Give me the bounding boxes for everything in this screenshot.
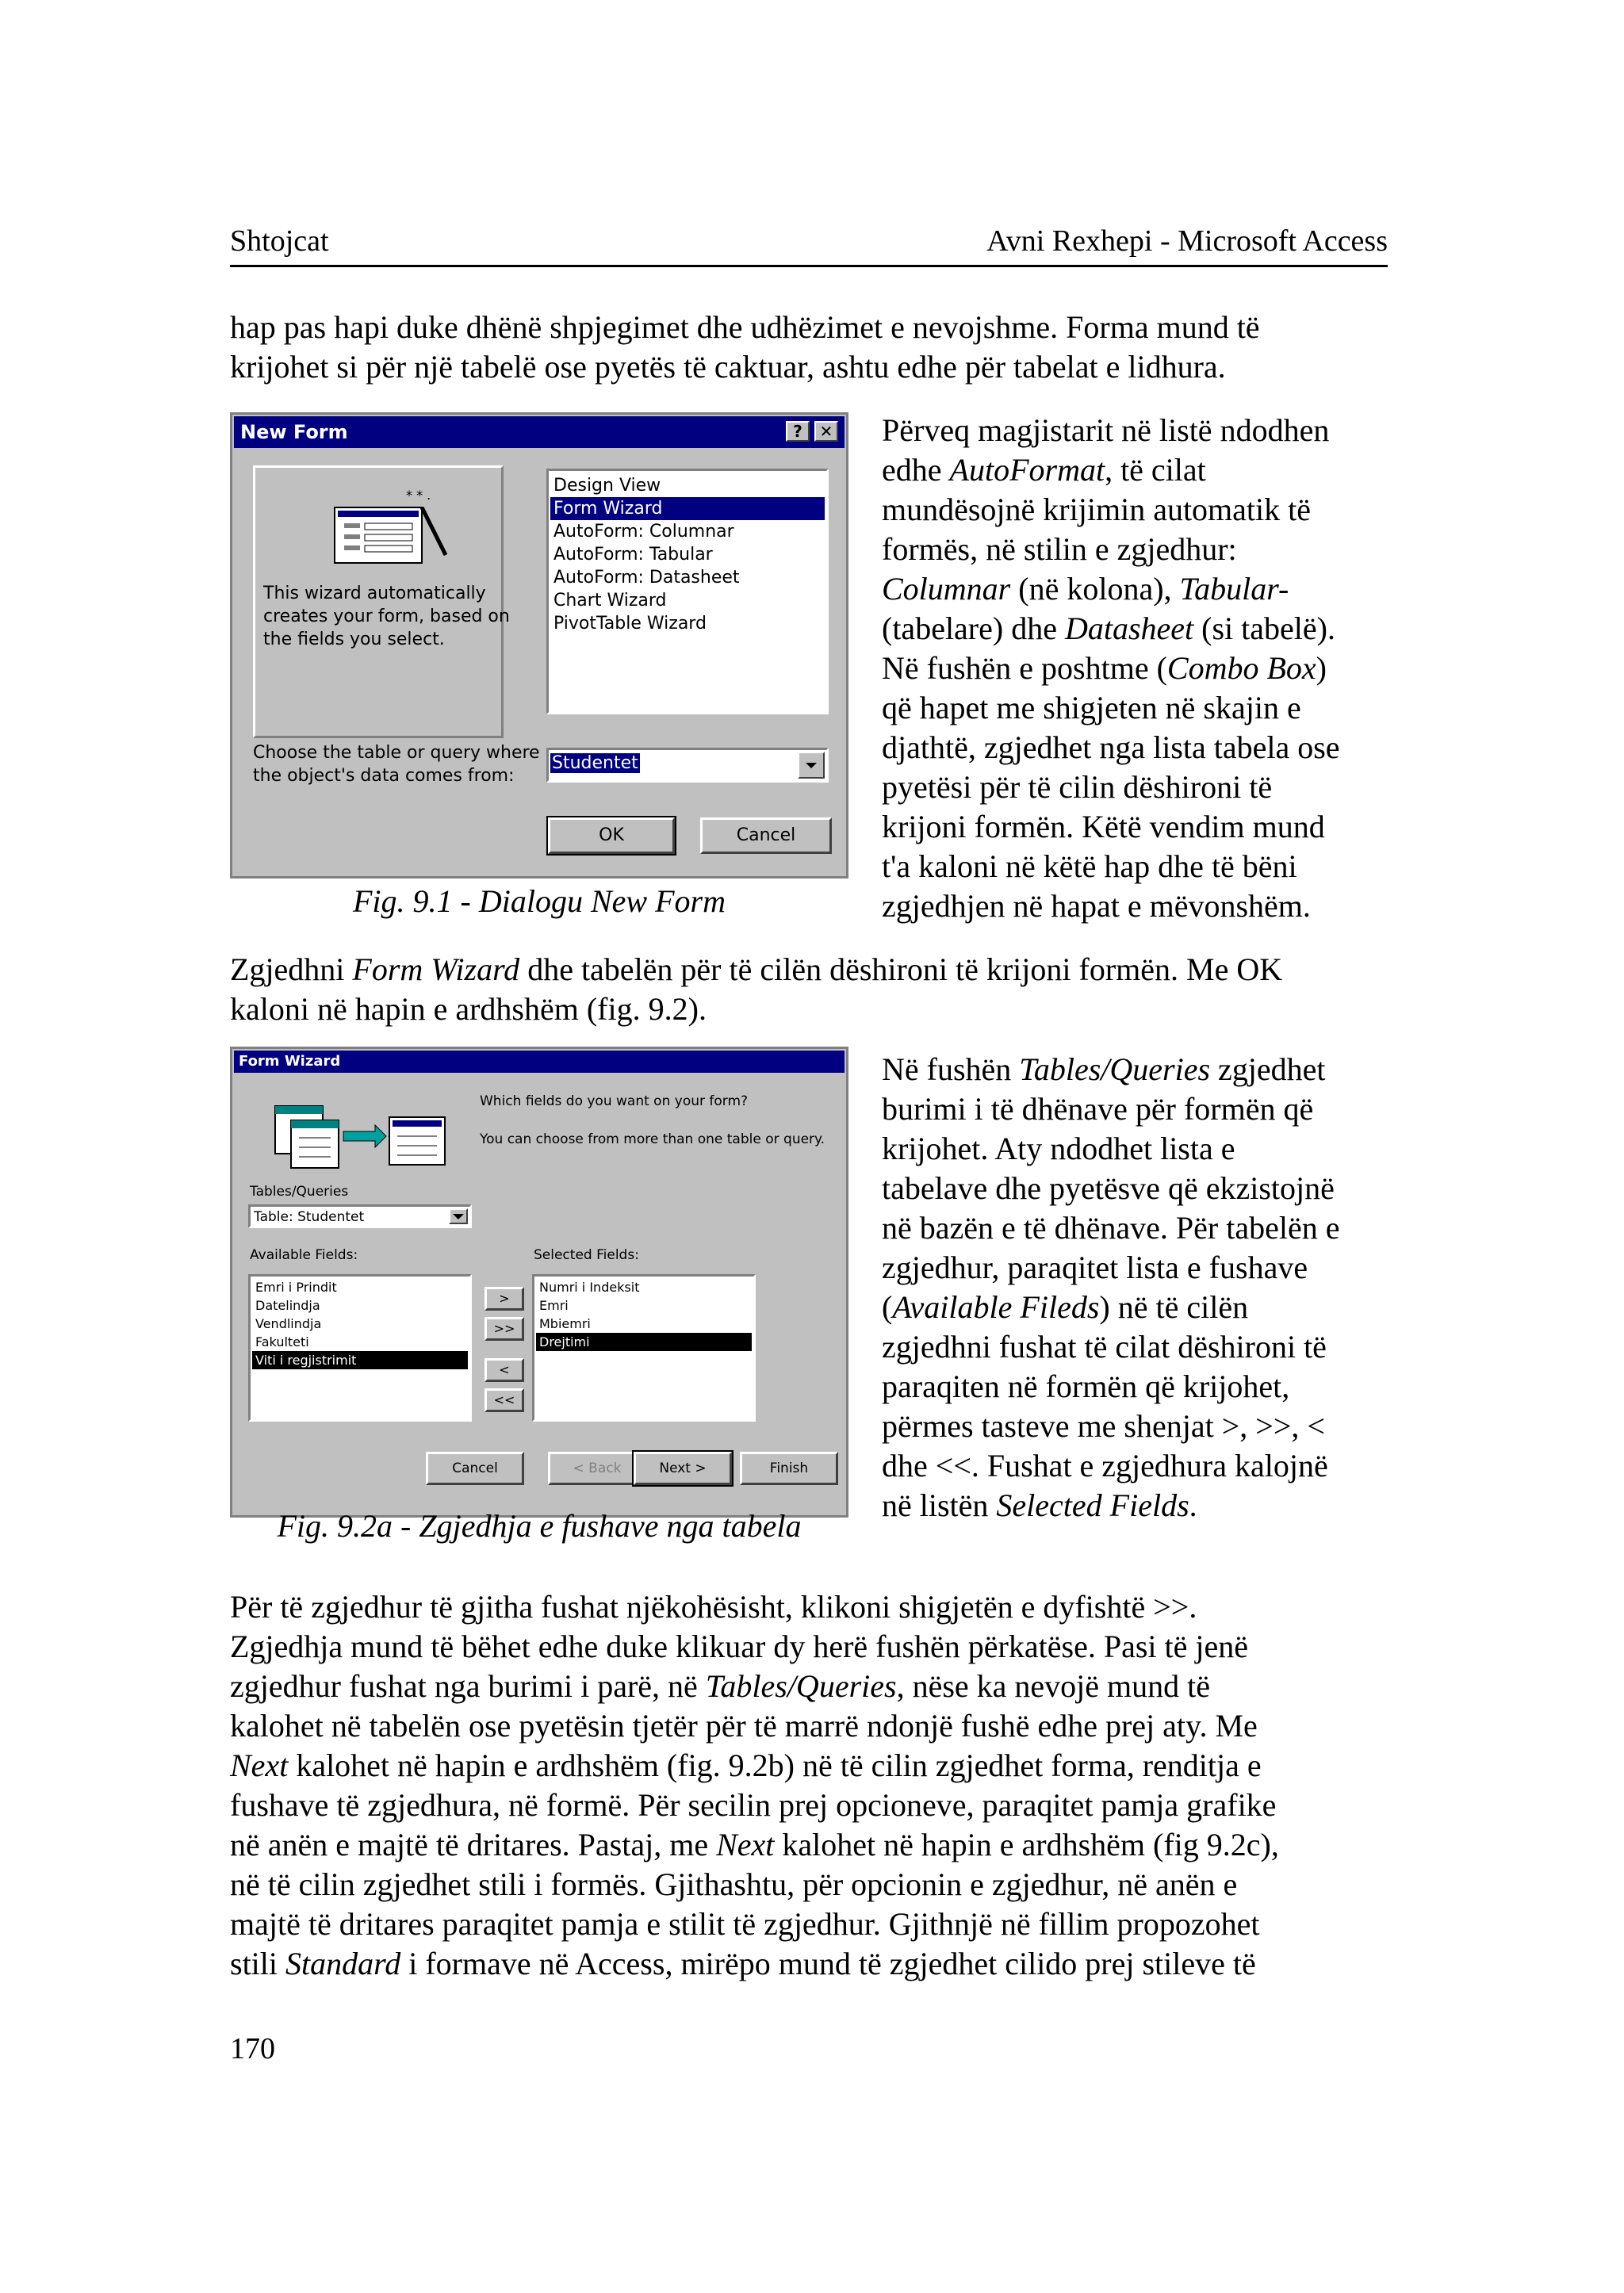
remove-all-fields-button[interactable]: << <box>485 1388 524 1412</box>
text-line: Zgjedhja mund të bëhet edhe duke klikuar dy herë fushën përkatëse. Pasi të jenë <box>230 1629 1248 1664</box>
cancel-button[interactable]: Cancel <box>426 1452 524 1485</box>
text-line: (Available Fileds) në të cilën <box>882 1289 1249 1325</box>
text-line: krijohet si për një tabelë ose pyetës të caktuar, ashtu edhe për tabelat e lidhura. <box>230 349 1226 385</box>
text-line: zgjedhur, paraqitet lista e fushave <box>882 1250 1308 1285</box>
new-form-dialog <box>230 412 848 879</box>
help-button[interactable]: ? <box>786 421 810 442</box>
intro-paragraph <box>230 308 1388 387</box>
form-wizard-titlebar <box>234 1051 845 1073</box>
list-item[interactable]: Mbiemri <box>539 1316 591 1331</box>
figure-caption-9-1: Fig. 9.1 - Dialogu New Form <box>353 883 726 919</box>
text-line: zgjedhni fushat të cilat dëshironi të <box>882 1329 1327 1365</box>
chevron-down-icon[interactable] <box>449 1208 468 1224</box>
ok-button[interactable]: OK <box>548 817 675 854</box>
tables-queries-label: Tables/Queries <box>250 1184 349 1200</box>
finish-button[interactable]: Finish <box>740 1452 838 1485</box>
text-line: kalohet në tabelën ose pyetësin tjetër për të marrë ndonjë fushë edhe prej aty. Me <box>230 1708 1258 1744</box>
text-line: Për të zgjedhur të gjitha fushat njëkohësisht, klikoni shigjetën e dyfishtë >>. <box>230 1589 1197 1625</box>
text-line: në listën Selected Fields. <box>882 1487 1197 1523</box>
header-book-title: Avni Rexhepi - Microsoft Access <box>986 224 1388 258</box>
text-line: edhe AutoFormat, të cilat <box>882 452 1206 488</box>
tables-queries-combo[interactable] <box>248 1204 472 1228</box>
list-item-selected[interactable]: Viti i regjistrimit <box>252 1351 468 1369</box>
selected-field-items <box>536 1278 752 1351</box>
wizard-info-panel <box>253 465 510 738</box>
list-item[interactable]: Vendlindja <box>255 1316 322 1331</box>
wizard-wand-icon <box>327 484 454 571</box>
text-line: tabelave dhe pyetësve që ekzistojnë <box>882 1170 1335 1206</box>
new-form-titlebar <box>234 416 845 448</box>
selected-fields-label: Selected Fields: <box>534 1247 639 1263</box>
list-item[interactable]: Emri i Prindit <box>255 1280 337 1295</box>
text-line: t'a kaloni në këtë hap dhe të bëni <box>882 848 1297 884</box>
remove-field-button[interactable]: < <box>485 1358 524 1382</box>
next-button[interactable]: Next > <box>634 1452 732 1485</box>
combo-value: Studentet <box>552 753 638 773</box>
list-item[interactable]: AutoForm: Columnar <box>553 522 734 542</box>
table-fields-icon <box>267 1090 450 1177</box>
page-header <box>230 222 1388 267</box>
text-line: burimi i të dhënave për formën që <box>882 1091 1314 1127</box>
page-number: 170 <box>230 2032 275 2065</box>
add-field-button[interactable]: > <box>485 1287 524 1311</box>
text-line: Columnar (në kolona), Tabular- <box>882 571 1289 607</box>
chevron-down-icon[interactable] <box>798 752 825 779</box>
available-fields-list[interactable] <box>248 1274 472 1422</box>
text-line: që hapet me shigjeten në skajin e <box>882 690 1301 725</box>
wizard-question-2: You can choose from more than one table or query. <box>480 1131 825 1147</box>
text-line: pyetësi për të cilin dëshironi të <box>882 769 1273 805</box>
selected-fields-list[interactable] <box>532 1274 756 1422</box>
back-button[interactable]: < Back <box>548 1452 646 1485</box>
text-line: Zgjedhni Form Wizard dhe tabelën për të cilën dëshironi të krijoni formën. Me OK <box>230 951 1283 987</box>
text-line: zgjedhur fushat nga burimi i parë, në Tables/Queries, nëse ka nevojë mund të <box>230 1668 1211 1704</box>
text-line: hap pas hapi duke dhënë shpjegimet dhe udhëzimet e nevojshme. Forma mund të <box>230 309 1260 345</box>
choose-source-label <box>253 741 540 787</box>
text-line: formës, në stilin e zgjedhur: <box>882 531 1237 567</box>
text-line: stili Standard i formave në Access, mirëpo mund të zgjedhet cilido prej stileve të <box>230 1946 1256 1981</box>
list-item-selected[interactable]: Drejtimi <box>536 1333 752 1351</box>
list-item[interactable]: Fakulteti <box>255 1334 309 1349</box>
list-item-selected[interactable]: Form Wizard <box>550 497 825 520</box>
text-line: zgjedhjen në hapat e mëvonshëm. <box>882 888 1311 924</box>
text-line: Përveq magjistarit në listë ndodhen <box>882 412 1330 448</box>
text-line: dhe <<. Fushat e zgjedhura kalojnë <box>882 1448 1328 1483</box>
text-line: në të cilin zgjedhet stili i formës. Gjithashtu, për opcionin e zgjedhur, në anën e <box>230 1866 1238 1902</box>
close-button[interactable]: ✕ <box>814 421 838 442</box>
list-item[interactable]: Chart Wizard <box>553 591 667 611</box>
list-item[interactable]: AutoForm: Datasheet <box>553 568 740 588</box>
cancel-button[interactable]: Cancel <box>700 817 832 854</box>
text-line: fushave të zgjedhura, në formë. Për secilin prej opcioneve, paraqitet pamja grafike <box>230 1787 1277 1823</box>
bottom-paragraph <box>230 1587 1396 1984</box>
svg-text:* * .: * * . <box>406 488 431 503</box>
list-item[interactable]: Datelindja <box>255 1298 320 1313</box>
right-paragraph-2 <box>882 1050 1397 1525</box>
form-type-list[interactable] <box>546 469 829 714</box>
text-line: majtë të dritares paraqitet pamja e stilit të zgjedhur. Gjithnjë në fillim propozohet <box>230 1906 1260 1942</box>
list-item[interactable]: Emri <box>539 1298 569 1313</box>
combo-value: Table: Studentet <box>254 1209 365 1225</box>
text-line: krijoni formën. Këtë vendim mund <box>882 809 1325 844</box>
text-line: Në fushën e poshtme (Combo Box) <box>882 650 1327 686</box>
description-line: the fields you select. <box>263 630 445 649</box>
list-item[interactable]: Numri i Indeksit <box>539 1280 640 1295</box>
text-line: në bazën e të dhënave. Për tabelën e <box>882 1210 1340 1246</box>
list-item[interactable]: PivotTable Wizard <box>553 614 707 634</box>
dialog-title: New Form <box>240 421 348 443</box>
form-wizard-dialog <box>230 1047 848 1518</box>
add-all-fields-button[interactable]: >> <box>485 1317 524 1341</box>
text-line: përmes tasteve me shenjat >, >>, < <box>882 1408 1325 1444</box>
dialog-title: Form Wizard <box>239 1053 341 1070</box>
middle-paragraph <box>230 950 1396 1029</box>
list-item[interactable]: Design View <box>553 476 661 496</box>
wizard-question-1: Which fields do you want on your form? <box>480 1093 749 1109</box>
wizard-description <box>263 582 510 651</box>
right-paragraph-1 <box>882 411 1397 926</box>
text-line: djathtë, zgjedhet nga lista tabela ose <box>882 729 1340 765</box>
available-field-items <box>252 1278 468 1369</box>
text-line: kaloni në hapin e ardhshëm (fig. 9.2). <box>230 991 707 1027</box>
text-line: në anën e majtë të dritares. Pastaj, me Next kalohet në hapin e ardhshëm (fig 9.2c), <box>230 1827 1279 1862</box>
description-line: creates your form, based on <box>263 607 510 626</box>
label-line: the object's data comes from: <box>253 766 515 786</box>
figure-caption-9-2a: Fig. 9.2a - Zgjedhja e fushave nga tabela <box>277 1508 802 1544</box>
available-fields-label: Available Fields: <box>250 1247 358 1263</box>
source-combo-box[interactable] <box>546 748 829 783</box>
header-section-title: Shtojcat <box>230 224 329 258</box>
text-line: mundësojnë krijimin automatik të <box>882 492 1312 527</box>
text-line: krijohet. Aty ndodhet lista e <box>882 1131 1235 1166</box>
form-type-items <box>550 474 825 635</box>
text-line: paraqiten në formën që krijohet, <box>882 1369 1290 1404</box>
label-line: Choose the table or query where <box>253 743 540 763</box>
list-item[interactable]: AutoForm: Tabular <box>553 545 713 565</box>
text-line: Në fushën Tables/Queries zgjedhet <box>882 1051 1326 1087</box>
text-line: Next kalohet në hapin e ardhshëm (fig. 9.2b) në të cilin zgjedhet forma, renditja e <box>230 1748 1262 1783</box>
description-line: This wizard automatically <box>263 584 486 603</box>
text-line: (tabelare) dhe Datasheet (si tabelë). <box>882 611 1335 646</box>
